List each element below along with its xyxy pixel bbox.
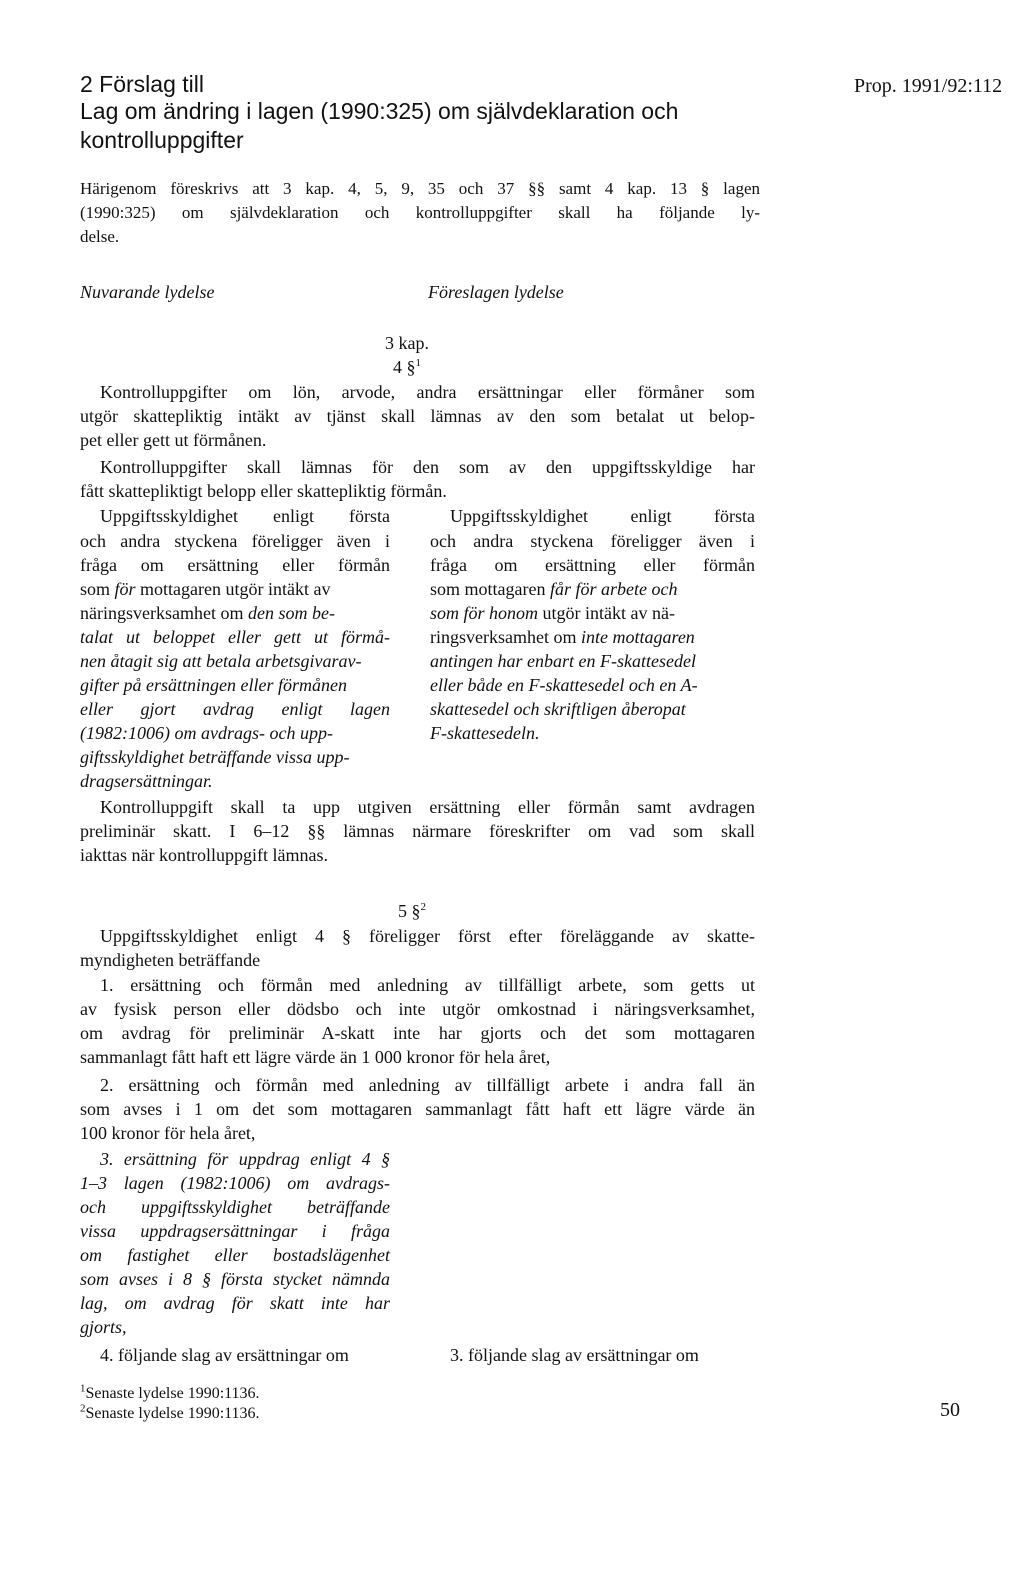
text-line: nen åtagit sig att betala arbetsgivarav-	[80, 651, 362, 671]
text-line: utgör skattepliktig intäkt av tjänst skall lämnas av den som betalat ut belop-	[80, 406, 755, 426]
text-line: 1. ersättning och förmån med anledning av tillfälligt arbete, som getts ut	[100, 975, 755, 995]
text-line: ringsverksamhet om inte mottagaren	[430, 627, 695, 647]
footnote-mark: 1	[415, 357, 421, 369]
law-title-line-2: kontrolluppgifter	[80, 127, 244, 153]
text-line: Uppgiftsskyldighet enligt 4 § föreligger först efter föreläggande av skatte-	[100, 926, 755, 946]
text-line: fråga om ersättning eller förmån	[80, 555, 390, 575]
text-line: Uppgiftsskyldighet enligt första	[100, 506, 390, 526]
text-line: pet eller gett ut förmånen.	[80, 430, 267, 450]
section-5-heading: 5 §$^2$	[398, 901, 426, 921]
text-line: Kontrolluppgift skall ta upp utgiven ersättning eller förmån samt avdragen	[100, 797, 755, 817]
text-line: som för honom utgör intäkt av nä-	[430, 603, 675, 623]
intro-line: Härigenom föreskrivs att 3 kap. 4, 5, 9, 35 och 37 §§ samt 4 kap. 13 § lagen	[80, 179, 760, 198]
text-line: som avses i 8 § första stycket nämnda	[80, 1269, 390, 1289]
text-line: sammanlagt fått haft ett lägre värde än 1 000 kronor för hela året,	[80, 1047, 551, 1067]
text-line: dragsersättningar.	[80, 771, 213, 791]
text-line: fråga om ersättning eller förmån	[430, 555, 755, 575]
page-number: 50	[940, 1399, 960, 1421]
text-line: preliminär skatt. I 6–12 §§ lämnas närmare föreskrifter om vad som skall	[80, 821, 755, 841]
column-heading-proposed: Föreslagen lydelse	[428, 282, 564, 302]
text-line: talat ut beloppet eller gett ut förmå-	[80, 627, 390, 647]
section-title: 2 Förslag till	[80, 71, 204, 97]
text-line: som mottagaren får för arbete och	[430, 579, 678, 599]
text-line: eller gjort avdrag enligt lagen	[80, 699, 390, 719]
text-line: och andra styckena föreligger även i	[430, 531, 755, 551]
footnote: $^1$Senaste lydelse 1990:1136.	[80, 1382, 260, 1402]
text-line: vissa uppdragsersättningar i fråga	[80, 1221, 390, 1241]
text-line: antingen har enbart en F-skattesedel	[430, 651, 696, 671]
text-line: om fastighet eller bostadslägenhet	[80, 1245, 390, 1265]
footnote: $^2$Senaste lydelse 1990:1136.	[80, 1402, 260, 1422]
section-5-item-4-current: 4. följande slag av ersättningar om	[100, 1345, 349, 1365]
text-line: Kontrolluppgifter om lön, arvode, andra ersättningar eller förmåner som	[100, 382, 755, 402]
text-line: och andra styckena föreligger även i	[80, 531, 390, 551]
text-line: iakttas när kontrolluppgift lämnas.	[80, 845, 328, 865]
text-line: Kontrolluppgifter skall lämnas för den som av den uppgiftsskyldige har	[100, 457, 755, 477]
footnote-mark: 2	[420, 901, 426, 913]
text-line: om avdrag för preliminär A-skatt inte har gjorts och det som mottagaren	[80, 1023, 755, 1043]
text-line: av fysisk person eller dödsbo och inte utgör omkostnad i näringsverksamhet,	[80, 999, 755, 1019]
section-5-item-3-proposed: 3. följande slag av ersättningar om	[450, 1345, 699, 1365]
text-line: lag, om avdrag för skatt inte har	[80, 1293, 390, 1313]
text-line: (1982:1006) om avdrags- och upp-	[80, 723, 333, 743]
text-line: 3. ersättning för uppdrag enligt 4 §	[100, 1149, 390, 1169]
text-line: gifter på ersättningen eller förmånen	[80, 675, 347, 695]
text-line: giftsskyldighet beträffande vissa upp-	[80, 747, 350, 767]
prop-reference: Prop. 1991/92:112	[854, 75, 1003, 97]
text-line: myndigheten beträffande	[80, 950, 261, 970]
law-title-line-1: Lag om ändring i lagen (1990:325) om självdeklaration och	[80, 98, 679, 124]
text-line: fått skattepliktigt belopp eller skattepliktig förmån.	[80, 481, 447, 501]
text-line: som för mottagaren utgör intäkt av	[80, 579, 331, 599]
text-line: 1–3 lagen (1982:1006) om avdrags-	[80, 1173, 390, 1193]
section-4-heading: 4 §$^1$	[393, 357, 421, 377]
intro-line: (1990:325) om självdeklaration och kontrolluppgifter skall ha följande ly-	[80, 203, 760, 222]
text-line: F-skattesedeln.	[430, 723, 540, 743]
text-line: som avses i 1 om det som mottagaren sammanlagt fått haft ett lägre värde än	[80, 1099, 755, 1119]
text-line: och uppgiftsskyldighet beträffande	[80, 1197, 390, 1217]
text-line: gjorts,	[80, 1317, 127, 1337]
column-heading-current: Nuvarande lydelse	[80, 282, 215, 302]
text-line: 100 kronor för hela året,	[80, 1123, 256, 1143]
text-line: skattesedel och skriftligen åberopat	[430, 699, 686, 719]
text-line: 2. ersättning och förmån med anledning av tillfälligt arbete i andra fall än	[100, 1075, 755, 1095]
text-line: näringsverksamhet om den som be-	[80, 603, 335, 623]
text-line: Uppgiftsskyldighet enligt första	[450, 506, 755, 526]
text-line: eller både en F-skattesedel och en A-	[430, 675, 698, 695]
intro-line: delse.	[80, 227, 120, 246]
chapter-heading: 3 kap.	[385, 333, 429, 353]
